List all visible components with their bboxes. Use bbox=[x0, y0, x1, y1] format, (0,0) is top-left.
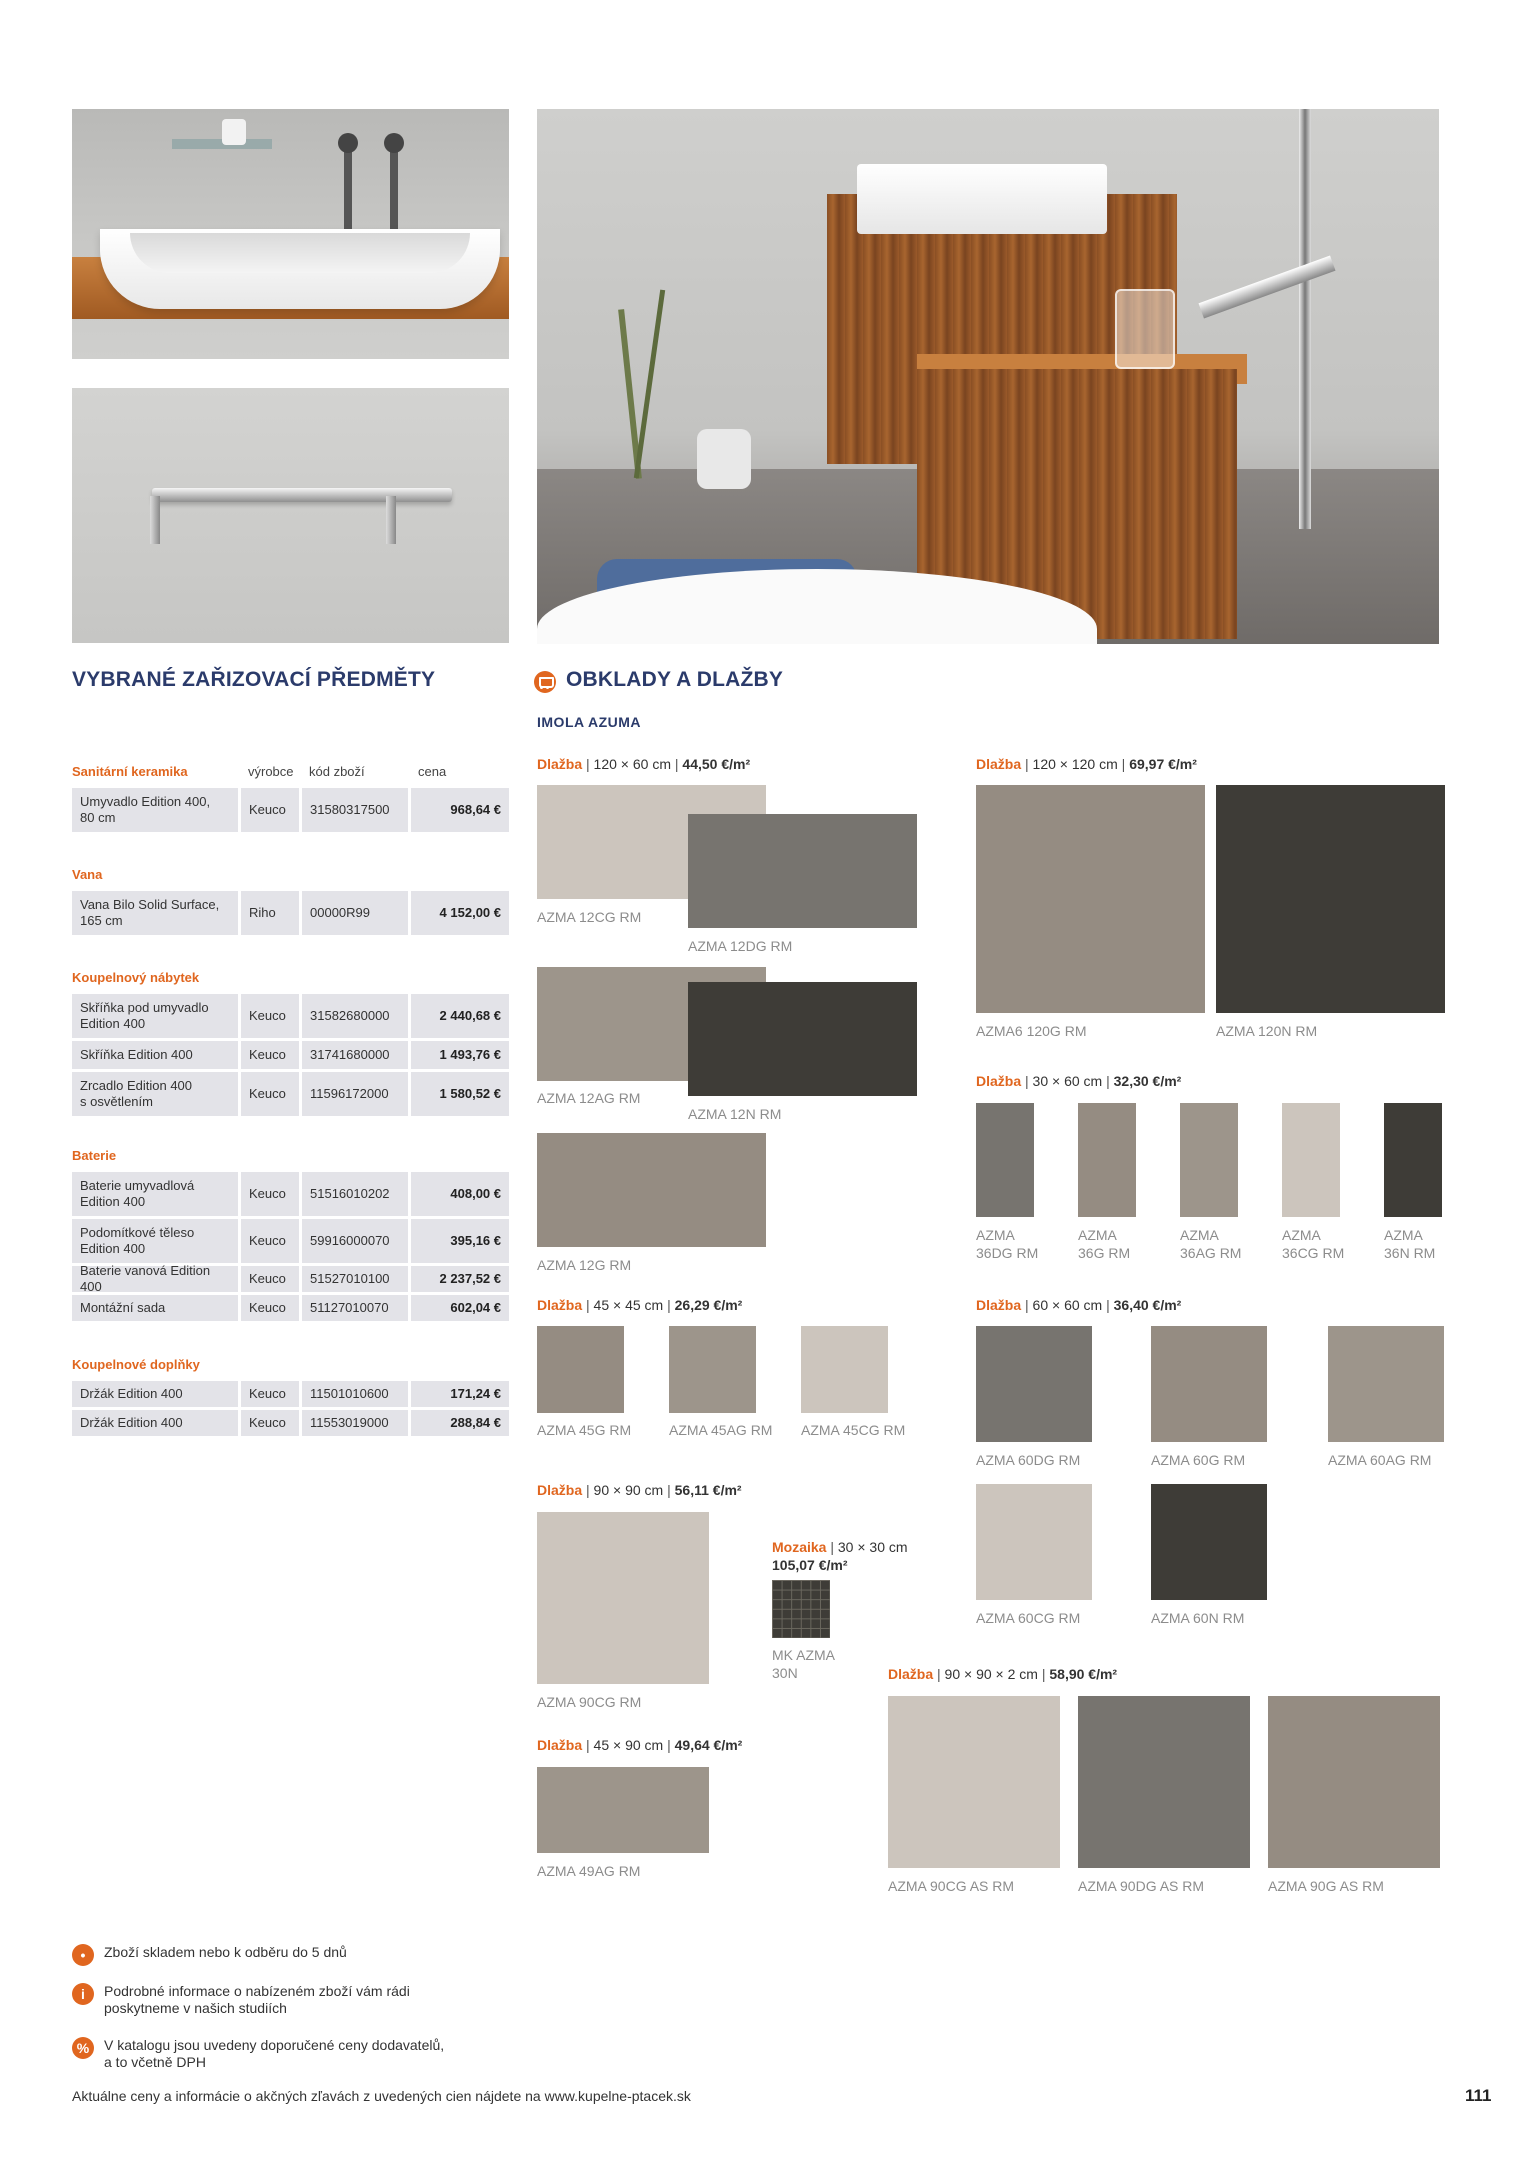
spec-line: Dlažba | 120 × 60 cm | 44,50 €/m² bbox=[537, 756, 751, 772]
tile-swatch bbox=[1151, 1484, 1267, 1600]
product-price: 4 152,00 € bbox=[411, 891, 509, 935]
spec-kind: Dlažba bbox=[976, 1073, 1022, 1089]
tile-swatch bbox=[976, 1326, 1092, 1442]
tile-swatch bbox=[1282, 1103, 1340, 1217]
tile-label: AZMA6 120G RM bbox=[976, 1023, 1087, 1039]
spec-size: 45 × 90 cm bbox=[593, 1737, 664, 1753]
table-row bbox=[72, 1172, 509, 1216]
spec-price: 26,29 €/m² bbox=[674, 1297, 743, 1313]
tile-swatch bbox=[537, 1767, 709, 1853]
tile-label: AZMA 45G RM bbox=[537, 1422, 632, 1438]
tile-label: AZMA 36AG RM bbox=[1180, 1227, 1242, 1261]
product-price: 2 237,52 € bbox=[411, 1266, 509, 1292]
product-price: 395,16 € bbox=[411, 1219, 509, 1263]
spec-size: 90 × 90 × 2 cm bbox=[944, 1666, 1038, 1682]
spec-kind: Dlažba bbox=[976, 1297, 1022, 1313]
tile-label: AZMA 45AG RM bbox=[669, 1422, 773, 1438]
table-row bbox=[72, 994, 509, 1038]
photo-bathroom bbox=[537, 109, 1439, 644]
product-price: 2 440,68 € bbox=[411, 994, 509, 1038]
tile-swatch bbox=[976, 1484, 1092, 1600]
product-name: Zrcadlo Edition 400 s osvětlením bbox=[72, 1072, 238, 1116]
right-section-title: OBKLADY A DLAŽBY bbox=[566, 668, 784, 691]
tile-label: AZMA 36DG RM bbox=[976, 1227, 1039, 1261]
product-code: 51516010202 bbox=[302, 1172, 408, 1216]
legend-price-text: V katalogu jsou uvedeny doporučené ceny dodavatelů, a to včetně DPH bbox=[104, 2037, 445, 2070]
tile-swatch bbox=[1151, 1326, 1267, 1442]
legend-stock-text: Zboží skladem nebo k odběru do 5 dnů bbox=[104, 1944, 347, 1960]
spec-kind: Dlažba bbox=[537, 1737, 583, 1753]
product-price: 1 493,76 € bbox=[411, 1041, 509, 1069]
product-price: 1 580,52 € bbox=[411, 1072, 509, 1116]
tile-swatch bbox=[1078, 1696, 1250, 1868]
spec-price: 56,11 €/m² bbox=[674, 1482, 742, 1498]
tile-label: AZMA 90CG RM bbox=[537, 1694, 642, 1710]
tile-label: AZMA 12CG RM bbox=[537, 909, 642, 925]
table-row bbox=[72, 1219, 509, 1263]
tile-label: AZMA 60G RM bbox=[1151, 1452, 1246, 1468]
product-maker: Keuco bbox=[241, 1072, 299, 1116]
tile-swatch bbox=[1384, 1103, 1442, 1217]
product-name: Skříňka pod umyvadlo Edition 400 bbox=[72, 994, 238, 1038]
tile-swatch bbox=[1328, 1326, 1444, 1442]
spec-kind: Mozaika bbox=[772, 1539, 827, 1555]
tile-swatch bbox=[801, 1326, 888, 1413]
product-code: 59916000070 bbox=[302, 1219, 408, 1263]
product-maker: Keuco bbox=[241, 788, 299, 832]
left-section-title: VYBRANÉ ZAŘIZOVACÍ PŘEDMĚTY bbox=[72, 668, 436, 691]
category-label: Sanitární keramika bbox=[72, 764, 188, 779]
tile-label: AZMA 60AG RM bbox=[1328, 1452, 1432, 1468]
table-row bbox=[72, 1381, 509, 1407]
product-price: 408,00 € bbox=[411, 1172, 509, 1216]
tile-label: MK AZMA 30N bbox=[772, 1647, 836, 1681]
tile-swatch bbox=[537, 1133, 766, 1247]
spec-line: Dlažba | 45 × 45 cm | 26,29 €/m² bbox=[537, 1297, 743, 1313]
tile-swatch bbox=[537, 1512, 709, 1684]
product-maker: Keuco bbox=[241, 1266, 299, 1292]
product-maker: Riho bbox=[241, 891, 299, 935]
spec-kind: Dlažba bbox=[537, 1482, 583, 1498]
table-row bbox=[72, 788, 509, 832]
tile-label: AZMA 90G AS RM bbox=[1268, 1878, 1384, 1894]
spec-kind: Dlažba bbox=[976, 756, 1022, 772]
spec-price: 44,50 €/m² bbox=[682, 756, 751, 772]
product-code: 00000R99 bbox=[302, 891, 408, 935]
legend-info-text: Podrobné informace o nabízeném zboží vám rádi poskytneme v našich studiích bbox=[104, 1983, 410, 2016]
category-label: Koupelnové doplňky bbox=[72, 1357, 200, 1372]
tile-label: AZMA 49AG RM bbox=[537, 1863, 641, 1879]
column-header-price: cena bbox=[418, 764, 447, 779]
tile-swatch bbox=[669, 1326, 756, 1413]
spec-price: 105,07 €/m² bbox=[772, 1557, 848, 1573]
tile-label: AZMA 36G RM bbox=[1078, 1227, 1131, 1261]
tile-label: AZMA 60CG RM bbox=[976, 1610, 1081, 1626]
spec-line: Dlažba | 120 × 120 cm | 69,97 €/m² bbox=[976, 756, 1197, 772]
tile-swatch bbox=[688, 982, 917, 1096]
column-header-code: kód zboží bbox=[309, 764, 365, 779]
tile-label: AZMA 12N RM bbox=[688, 1106, 782, 1122]
product-code: 11553019000 bbox=[302, 1410, 408, 1436]
product-name: Skříňka Edition 400 bbox=[72, 1041, 238, 1069]
product-maker: Keuco bbox=[241, 1381, 299, 1407]
spec-size: 120 × 120 cm bbox=[1032, 756, 1118, 772]
tile-label: AZMA 60DG RM bbox=[976, 1452, 1081, 1468]
category-label: Baterie bbox=[72, 1148, 117, 1163]
info-icon: i bbox=[72, 1983, 94, 2005]
tile-label: AZMA 12DG RM bbox=[688, 938, 793, 954]
tile-label: AZMA 36CG RM bbox=[1282, 1227, 1345, 1261]
spec-line: Dlažba | 60 × 60 cm | 36,40 €/m² bbox=[976, 1297, 1182, 1313]
tile-label: AZMA 36N RM bbox=[1384, 1227, 1436, 1261]
spec-price: 69,97 €/m² bbox=[1129, 756, 1197, 772]
tile-label: AZMA 45CG RM bbox=[801, 1422, 906, 1438]
spec-kind: Dlažba bbox=[537, 756, 583, 772]
product-price: 602,04 € bbox=[411, 1295, 509, 1321]
spec-line: Dlažba | 30 × 60 cm | 32,30 €/m² bbox=[976, 1073, 1182, 1089]
spec-size: 30 × 60 cm bbox=[1032, 1073, 1103, 1089]
column-header-maker: výrobce bbox=[248, 764, 294, 779]
tile-label: AZMA 90DG AS RM bbox=[1078, 1878, 1205, 1894]
spec-price: 49,64 €/m² bbox=[674, 1737, 743, 1753]
product-maker: Keuco bbox=[241, 1295, 299, 1321]
product-maker: Keuco bbox=[241, 1172, 299, 1216]
spec-size: 30 × 30 cm bbox=[837, 1539, 908, 1555]
mosaic-swatch bbox=[772, 1580, 830, 1638]
tile-label: AZMA 12AG RM bbox=[537, 1090, 641, 1106]
table-row bbox=[72, 1041, 509, 1069]
product-code: 11596172000 bbox=[302, 1072, 408, 1116]
product-code: 51527010100 bbox=[302, 1266, 408, 1292]
spec-price: 32,30 €/m² bbox=[1113, 1073, 1182, 1089]
tile-swatch bbox=[1268, 1696, 1440, 1868]
tile-swatch bbox=[537, 1326, 624, 1413]
photo-washbasin bbox=[72, 109, 509, 359]
page-number: 111 bbox=[1465, 2086, 1492, 2105]
product-code: 31582680000 bbox=[302, 994, 408, 1038]
spec-line: Mozaika | 30 × 30 cm 105,07 €/m² bbox=[772, 1539, 908, 1573]
tile-swatch bbox=[1180, 1103, 1238, 1217]
tile-swatch bbox=[1216, 785, 1445, 1013]
product-maker: Keuco bbox=[241, 1410, 299, 1436]
product-maker: Keuco bbox=[241, 994, 299, 1038]
table-row bbox=[72, 891, 509, 935]
product-name: Podomítkové těleso Edition 400 bbox=[72, 1219, 238, 1263]
product-name: Vana Bilo Solid Surface, 165 cm bbox=[72, 891, 238, 935]
tile-label: AZMA 90CG AS RM bbox=[888, 1878, 1015, 1894]
spec-kind: Dlažba bbox=[537, 1297, 583, 1313]
cart-icon bbox=[534, 671, 556, 693]
product-name: Držák Edition 400 bbox=[72, 1410, 238, 1436]
spec-size: 90 × 90 cm bbox=[593, 1482, 664, 1498]
product-name: Umyvadlo Edition 400, 80 cm bbox=[72, 788, 238, 832]
category-label: Koupelnový nábytek bbox=[72, 970, 200, 985]
product-price: 171,24 € bbox=[411, 1381, 509, 1407]
category-label: Vana bbox=[72, 867, 103, 882]
spec-line: Dlažba | 90 × 90 × 2 cm | 58,90 €/m² bbox=[888, 1666, 1118, 1682]
percent-icon: % bbox=[72, 2037, 94, 2059]
product-name: Baterie umyvadlová Edition 400 bbox=[72, 1172, 238, 1216]
series-name: IMOLA AZUMA bbox=[537, 714, 641, 730]
product-maker: Keuco bbox=[241, 1219, 299, 1263]
table-row bbox=[72, 1295, 509, 1321]
tile-label: AZMA 120N RM bbox=[1216, 1023, 1318, 1039]
tile-swatch bbox=[688, 814, 917, 928]
footer-text: Aktuálne ceny a informácie o akčných zľavách z uvedených cien nájdete na www.kupelne-ptacek.sk bbox=[72, 2088, 691, 2104]
spec-size: 120 × 60 cm bbox=[593, 756, 671, 772]
spec-price: 58,90 €/m² bbox=[1049, 1666, 1118, 1682]
product-price: 968,64 € bbox=[411, 788, 509, 832]
spec-line: Dlažba | 45 × 90 cm | 49,64 €/m² bbox=[537, 1737, 743, 1753]
tile-swatch bbox=[888, 1696, 1060, 1868]
product-price: 288,84 € bbox=[411, 1410, 509, 1436]
tile-label: AZMA 60N RM bbox=[1151, 1610, 1245, 1626]
cart-icon: • bbox=[72, 1944, 94, 1966]
photo-towel-rail bbox=[72, 388, 509, 643]
spec-kind: Dlažba bbox=[888, 1666, 934, 1682]
table-row bbox=[72, 1072, 509, 1116]
tile-swatch bbox=[976, 785, 1205, 1013]
spec-price: 36,40 €/m² bbox=[1113, 1297, 1182, 1313]
legend-price bbox=[72, 2037, 444, 2071]
table-row bbox=[72, 1263, 509, 1294]
product-code: 31741680000 bbox=[302, 1041, 408, 1069]
legend-info bbox=[72, 1983, 410, 2017]
product-maker: Keuco bbox=[241, 1041, 299, 1069]
product-name: Baterie vanová Edition 400 bbox=[72, 1266, 238, 1292]
spec-size: 60 × 60 cm bbox=[1032, 1297, 1103, 1313]
product-code: 11501010600 bbox=[302, 1381, 408, 1407]
spec-line: Dlažba | 90 × 90 cm | 56,11 €/m² bbox=[537, 1482, 742, 1498]
product-code: 51127010070 bbox=[302, 1295, 408, 1321]
table-row bbox=[72, 1410, 509, 1436]
tile-swatch bbox=[976, 1103, 1034, 1217]
legend-stock bbox=[72, 1944, 347, 1966]
tile-swatch bbox=[1078, 1103, 1136, 1217]
tile-label: AZMA 12G RM bbox=[537, 1257, 632, 1273]
product-name: Držák Edition 400 bbox=[72, 1381, 238, 1407]
product-name: Montážní sada bbox=[72, 1295, 238, 1321]
spec-size: 45 × 45 cm bbox=[593, 1297, 664, 1313]
product-code: 31580317500 bbox=[302, 788, 408, 832]
